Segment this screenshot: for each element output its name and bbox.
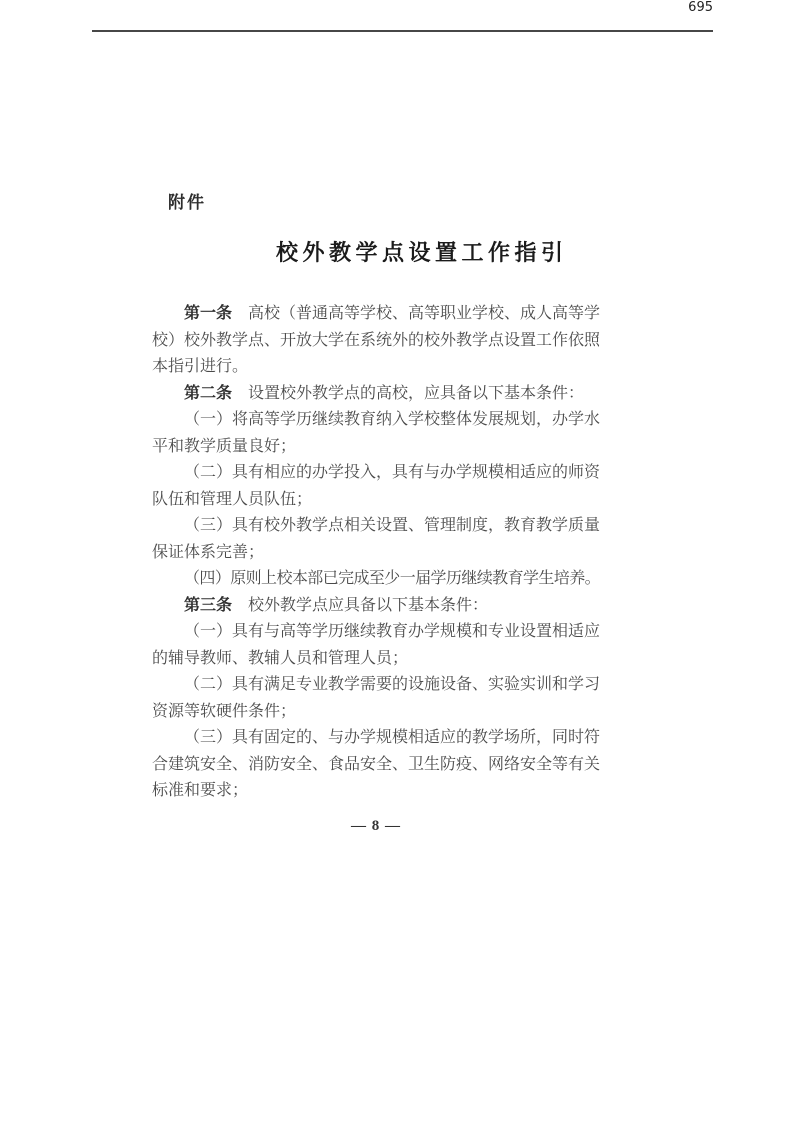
header-rule bbox=[92, 30, 713, 32]
footer-page-number: — 8 — bbox=[351, 818, 401, 834]
article-lead: 第一条 bbox=[184, 305, 233, 322]
body-line bbox=[152, 725, 600, 752]
text-segment: （三）具有固定的、与办学规模相适应的教学场所，同时符 bbox=[184, 729, 601, 746]
body-line bbox=[152, 460, 600, 487]
body-line bbox=[152, 593, 600, 620]
text-segment: 标准和要求； bbox=[152, 782, 249, 799]
text-segment: （三）具有校外教学点相关设置、管理制度，教育教学质量 bbox=[184, 517, 601, 534]
text-segment: 队伍和管理人员队伍； bbox=[152, 490, 313, 508]
text-segment: 平和教学质量良好； bbox=[152, 437, 297, 455]
text-segment: （一）具有与高等学历继续教育办学规模和专业设置相适应 bbox=[184, 623, 601, 640]
text-segment: （一）将高等学历继续教育纳入学校整体发展规划，办学水 bbox=[184, 411, 601, 428]
body-line bbox=[152, 566, 600, 593]
text-segment: 高校（普通高等学校、高等职业学校、成人高等学 bbox=[248, 305, 601, 322]
paragraph bbox=[152, 725, 600, 805]
text-segment: 合建筑安全、消防安全、食品安全、卫生防疫、网络安全等有关 bbox=[152, 755, 601, 773]
body-line bbox=[152, 752, 600, 779]
document-title: 校外教学点设置工作指引 bbox=[276, 240, 568, 265]
attachment-label: 附件 bbox=[168, 193, 206, 212]
document-body bbox=[152, 301, 600, 805]
body-line bbox=[152, 487, 600, 514]
corner-page-number: 695 bbox=[688, 0, 713, 15]
body-line bbox=[152, 619, 600, 646]
text-segment: （四）原则上校本部已完成至少一届学历继续教育学生培养。 bbox=[184, 570, 600, 587]
body-line bbox=[152, 778, 600, 805]
text-segment: （二）具有满足专业教学需要的设施设备、实验实训和学习 bbox=[184, 676, 601, 693]
body-line bbox=[152, 328, 600, 355]
paragraph bbox=[152, 513, 600, 566]
text-segment: 本指引进行。 bbox=[152, 358, 249, 375]
text-segment: 校外教学点应具备以下基本条件： bbox=[248, 596, 489, 614]
article-lead: 第三条 bbox=[184, 596, 233, 614]
text-segment: 保证体系完善； bbox=[152, 543, 265, 561]
paragraph bbox=[152, 672, 600, 725]
paragraph bbox=[152, 460, 600, 513]
body-line bbox=[152, 672, 600, 699]
body-line bbox=[152, 301, 600, 328]
body-line bbox=[152, 646, 600, 673]
text-segment: 的辅导教师、教辅人员和管理人员； bbox=[152, 649, 409, 667]
paragraph bbox=[152, 566, 600, 593]
body-line bbox=[152, 381, 600, 408]
paragraph bbox=[152, 407, 600, 460]
paragraph bbox=[152, 381, 600, 408]
paragraph bbox=[152, 301, 600, 381]
paragraph bbox=[152, 593, 600, 620]
article-lead: 第二条 bbox=[184, 384, 233, 402]
paragraph bbox=[152, 619, 600, 672]
text-segment: （二）具有相应的办学投入，具有与办学规模相适应的师资 bbox=[184, 464, 601, 481]
body-line bbox=[152, 434, 600, 461]
body-line bbox=[152, 540, 600, 567]
body-line bbox=[152, 407, 600, 434]
text-segment: 设置校外教学点的高校，应具备以下基本条件： bbox=[248, 384, 585, 402]
text-segment: 校）校外教学点、开放大学在系统外的校外教学点设置工作依照 bbox=[152, 331, 601, 349]
body-line bbox=[152, 513, 600, 540]
body-line bbox=[152, 354, 600, 381]
body-line bbox=[152, 699, 600, 726]
text-segment: 资源等软硬件条件； bbox=[152, 702, 297, 720]
